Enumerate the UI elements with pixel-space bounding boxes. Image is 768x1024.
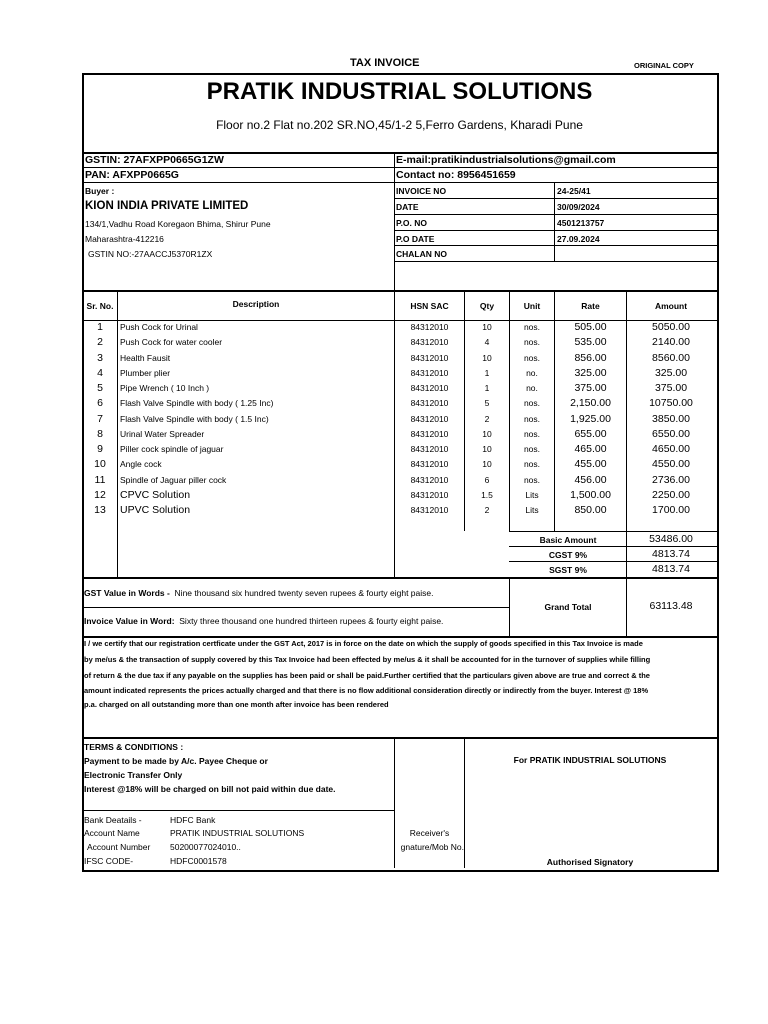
cell-sr: 6: [97, 397, 103, 410]
seller-pan: PAN: AFXPP0665G: [85, 169, 179, 181]
certification-line-1: I / we certify that our registration certficate under the GST Act, 2017 is in force on the date on which the supply of goods specified in this Tax Invoice is made: [84, 639, 643, 648]
terms-heading: TERMS & CONDITIONS :: [84, 742, 184, 752]
cell-qty: 2: [484, 413, 490, 424]
buyer-gstin: GSTIN NO:-27AACCJ5370R1ZX: [88, 249, 213, 259]
cell-desc: UPVC Solution: [120, 504, 191, 516]
for-company-label: For PRATIK INDUSTRIAL SOLUTIONS: [513, 755, 667, 765]
cell-hsn: 84312010: [410, 428, 449, 439]
gst-words-label: GST Value in Words -: [84, 588, 170, 598]
cell-amount: 8560.00: [652, 351, 690, 364]
cell-amount: 4550.00: [652, 458, 690, 471]
certification-line-3: of return & the due tax if any payable on the supplies has been paid or shall be paid.Further certified that the particulars given above are true and correct & the: [84, 671, 650, 680]
po-date-label: P.O DATE: [396, 234, 435, 244]
cgst-label: CGST 9%: [548, 550, 588, 560]
cell-sr: 3: [97, 351, 103, 364]
company-name: PRATIK INDUSTRIAL SOLUTIONS: [206, 78, 593, 105]
certification-line-2: by me/us & the transaction of supply covered by this Tax Invoice had been effected by me/us & it shall be accounted for in the turnover of supplies while filling: [84, 655, 651, 664]
cell-hsn: 84312010: [410, 337, 449, 348]
cell-desc: CPVC Solution: [120, 488, 191, 501]
company-address: Floor no.2 Flat no.202 SR.NO,45/1-2 5,Ferro Gardens, Kharadi Pune: [216, 118, 583, 132]
cell-hsn: 84312010: [410, 459, 449, 470]
document-title: TAX INVOICE: [350, 57, 420, 69]
cell-rate: 456.00: [574, 473, 607, 486]
cell-unit: nos.: [523, 474, 541, 485]
cell-amount: 3850.00: [652, 412, 690, 425]
cell-hsn: 84312010: [410, 474, 449, 485]
certification-line-5: p.a. charged on all outstanding more than one month after invoice has been rendered: [84, 700, 389, 709]
cell-sr: 11: [94, 473, 106, 486]
cell-desc: Plumber plier: [120, 367, 171, 378]
buyer-label: Buyer :: [85, 186, 115, 196]
cell-hsn: 84312010: [410, 352, 449, 363]
account-number-label: Account Number: [87, 842, 151, 852]
copy-label: ORIGINAL COPY: [634, 61, 694, 70]
cell-unit: nos.: [523, 459, 541, 470]
terms-line-3: Interest @18% will be charged on bill not paid within due date.: [84, 784, 336, 794]
cell-rate: 850.00: [574, 504, 607, 516]
cell-sr: 12: [94, 488, 106, 501]
cell-sr: 10: [94, 458, 106, 471]
receiver-signature-label: gnature/Mob No.: [400, 842, 464, 852]
certification-line-4: amount indicated represents the prices actually charged and that there is no flow additional consideration directly or indirectly from the buyer. Interest @ 18%: [84, 686, 649, 695]
cell-hsn: 84312010: [410, 383, 449, 393]
seller-email: E-mail:pratikindustrialsolutions@gmail.com: [396, 154, 616, 166]
cell-qty: 1: [484, 383, 490, 393]
cell-amount: 1700.00: [652, 504, 690, 516]
cell-desc: Pipe Wrench ( 10 Inch ): [120, 383, 210, 393]
cell-desc: Push Cock for water cooler: [120, 337, 223, 348]
cell-rate: 1,500.00: [570, 488, 611, 501]
cell-amount: 2736.00: [652, 473, 690, 486]
po-no-label: P.O. NO: [396, 218, 428, 228]
cell-unit: no.: [526, 383, 538, 393]
cell-rate: 505.00: [574, 321, 607, 333]
cell-qty: 10: [482, 459, 492, 470]
cell-amount: 5050.00: [652, 321, 690, 333]
cell-desc: Spindle of Jaguar piller cock: [120, 474, 227, 485]
col-header-qty: Qty: [479, 301, 495, 311]
cell-hsn: 84312010: [410, 398, 449, 409]
cell-qty: 2: [484, 505, 490, 515]
grand-total-value: 63113.48: [649, 600, 693, 612]
cell-sr: 4: [97, 366, 103, 379]
cell-sr: 9: [97, 443, 103, 455]
cell-hsn: 84312010: [410, 322, 449, 332]
cell-qty: 10: [482, 352, 492, 363]
invoice-value-words: [84, 615, 443, 627]
cell-desc: Angle cock: [120, 459, 162, 470]
cell-rate: 856.00: [574, 351, 607, 364]
cell-qty: 10: [482, 444, 492, 454]
cell-rate: 375.00: [574, 382, 607, 394]
bank-value: HDFC Bank: [170, 815, 216, 825]
cgst-value: 4813.74: [652, 548, 690, 560]
cell-sr: 1: [97, 321, 103, 333]
cell-qty: 10: [482, 428, 492, 439]
cell-unit: Lits: [525, 505, 539, 515]
cell-amount: 4650.00: [652, 443, 690, 455]
cell-hsn: 84312010: [410, 367, 449, 378]
cell-sr: 7: [97, 412, 103, 425]
cell-amount: 2250.00: [652, 488, 690, 501]
cell-unit: nos.: [523, 428, 541, 439]
col-header-hsn: HSN SAC: [410, 301, 449, 311]
cell-sr: 2: [97, 336, 103, 349]
col-header-unit: Unit: [523, 301, 541, 311]
cell-rate: 455.00: [574, 458, 607, 471]
cell-hsn: 84312010: [410, 413, 449, 424]
sgst-label: SGST 9%: [549, 565, 587, 575]
cell-rate: 2,150.00: [570, 397, 611, 410]
invoice-no-label: INVOICE NO: [396, 186, 447, 196]
cell-qty: 6: [484, 474, 490, 485]
po-date-value: 27.09.2024: [557, 234, 600, 244]
date-value: 30/09/2024: [557, 202, 600, 212]
col-header-rate: Rate: [581, 301, 600, 311]
cell-hsn: 84312010: [410, 489, 449, 500]
invoice-no-value: 24-25/41: [557, 186, 591, 196]
cell-desc: Urinal Water Spreader: [120, 428, 205, 439]
cell-rate: 655.00: [574, 427, 607, 440]
invoice-words-text: Sixty three thousand one hundred thirteen rupees & fourty eight paise.: [179, 616, 444, 626]
cell-qty: 10: [482, 322, 492, 332]
cell-unit: nos.: [523, 444, 541, 454]
cell-unit: nos.: [523, 322, 541, 332]
cell-qty: 1.5: [481, 489, 493, 500]
bank-label: Bank Deatails -: [84, 815, 142, 825]
invoice-words-label: Invoice Value in Word:: [84, 616, 175, 626]
date-label: DATE: [396, 202, 419, 212]
account-name-value: PRATIK INDUSTRIAL SOLUTIONS: [170, 828, 305, 838]
authorised-signatory: Authorised Signatory: [546, 857, 634, 867]
cell-qty: 1: [484, 367, 490, 378]
cell-amount: 6550.00: [652, 427, 690, 440]
cell-unit: nos.: [523, 337, 541, 348]
po-no-value: 4501213757: [557, 218, 605, 228]
buyer-address-line2: Maharashtra-412216: [85, 234, 164, 244]
cell-amount: 2140.00: [652, 336, 690, 349]
cell-qty: 5: [484, 398, 490, 409]
cell-rate: 1,925.00: [570, 412, 611, 425]
cell-rate: 325.00: [574, 366, 607, 379]
ifsc-label: IFSC CODE-: [84, 856, 134, 866]
receiver-label: Receiver's: [409, 828, 450, 838]
cell-amount: 375.00: [654, 382, 688, 394]
buyer-name: KION INDIA PRIVATE LIMITED: [85, 200, 249, 212]
cell-desc: Flash Valve Spindle with body ( 1.25 Inc): [120, 398, 274, 409]
grand-total-label: Grand Total: [544, 602, 592, 612]
cell-desc: Health Fausit: [120, 352, 171, 363]
chalan-no-label: CHALAN NO: [396, 249, 447, 259]
gst-words-text: Nine thousand six hundred twenty seven rupees & fourty eight paise.: [174, 588, 434, 598]
cell-sr: 13: [94, 504, 106, 516]
cell-desc: Piller cock spindle of jaguar: [120, 444, 224, 454]
account-number-value: 50200077024010..: [170, 842, 241, 852]
cell-unit: nos.: [523, 398, 541, 409]
cell-desc: Push Cock for Urinal: [120, 322, 198, 332]
col-header-amount: Amount: [654, 301, 688, 311]
cell-unit: nos.: [523, 413, 541, 424]
cell-amount: 325.00: [654, 366, 688, 379]
col-header-description: Description: [232, 299, 280, 309]
terms-line-1: Payment to be made by A/c. Payee Cheque or: [84, 756, 268, 766]
cell-sr: 5: [97, 382, 103, 394]
seller-contact: Contact no: 8956451659: [396, 169, 516, 181]
cell-unit: Lits: [525, 489, 539, 500]
terms-line-2: Electronic Transfer Only: [84, 770, 183, 780]
gst-value-words: [84, 587, 433, 599]
cell-rate: 535.00: [574, 336, 607, 349]
col-header-sr: Sr. No.: [86, 301, 114, 311]
account-name-label: Account Name: [84, 828, 140, 838]
seller-gstin: GSTIN: 27AFXPP0665G1ZW: [85, 154, 224, 166]
cell-sr: 8: [97, 427, 103, 440]
basic-amount-value: 53486.00: [649, 533, 693, 545]
ifsc-value: HDFC0001578: [170, 856, 227, 866]
cell-rate: 465.00: [574, 443, 607, 455]
basic-amount-label: Basic Amount: [539, 535, 597, 545]
sgst-value: 4813.74: [652, 563, 690, 575]
cell-hsn: 84312010: [410, 505, 449, 515]
buyer-address-line1: 134/1,Vadhu Road Koregaon Bhima, Shirur Pune: [85, 219, 271, 229]
cell-unit: no.: [526, 367, 538, 378]
cell-hsn: 84312010: [410, 444, 449, 454]
cell-qty: 4: [484, 337, 490, 348]
cell-desc: Flash Valve Spindle with body ( 1.5 Inc): [120, 413, 269, 424]
cell-amount: 10750.00: [649, 397, 693, 410]
cell-unit: nos.: [523, 352, 541, 363]
